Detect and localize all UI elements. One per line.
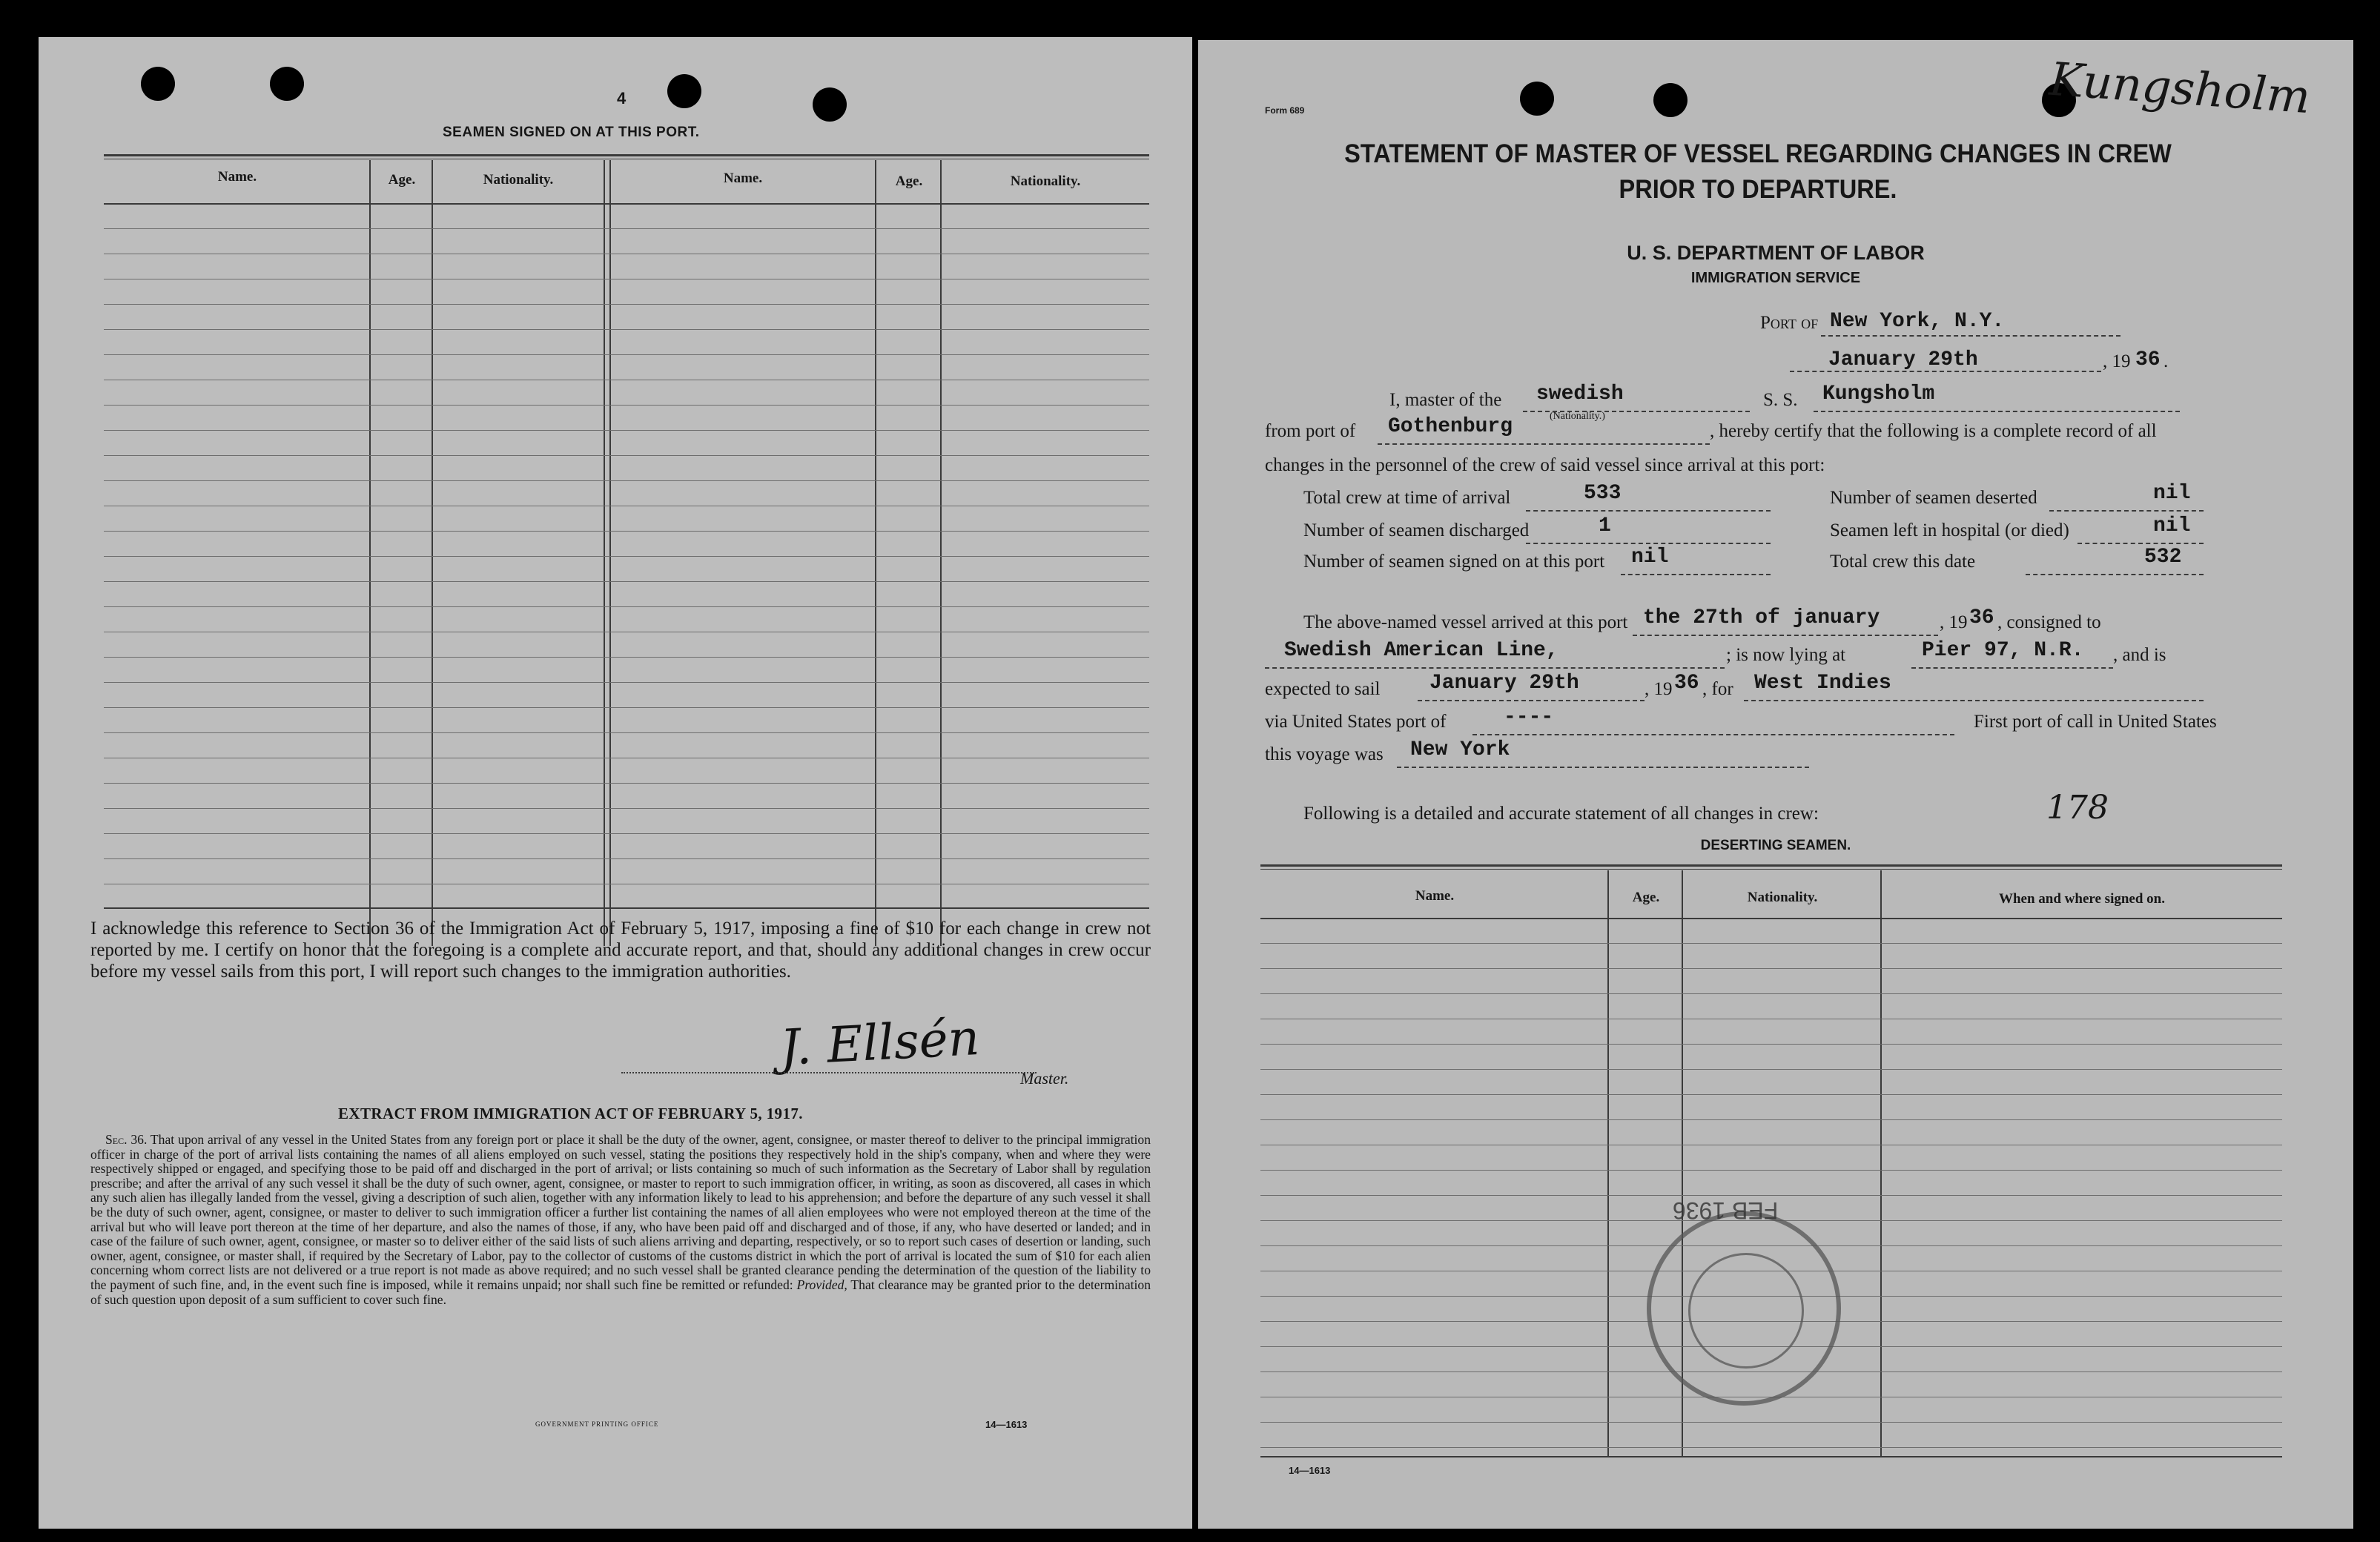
table-row	[104, 329, 1149, 330]
table-row	[1260, 1119, 2282, 1120]
table-row	[104, 354, 1149, 355]
table-row	[104, 430, 1149, 431]
following-text: Following is a detailed and accurate statement of all changes in crew:	[1303, 804, 1819, 824]
column-divider	[1880, 870, 1882, 1456]
stamp-date: FEB 1936	[1673, 1197, 1779, 1224]
total-crew-arrival-value: 533	[1584, 482, 1622, 505]
hospital-label: Seamen left in hospital (or died)	[1830, 520, 2069, 540]
table-bottom-rule	[104, 907, 1149, 909]
service-name: IMMIGRATION SERVICE	[1690, 270, 1861, 286]
total-crew-today-line	[2026, 574, 2204, 575]
column-header-age: Age.	[1632, 890, 1660, 905]
punch-hole	[1653, 83, 1688, 117]
arrived-date-value: the 27th of january	[1643, 606, 1880, 629]
table-row	[104, 682, 1149, 683]
table-row	[1260, 993, 2282, 994]
table-top-rule	[1260, 869, 2282, 870]
total-crew-arrival-line	[1526, 510, 1771, 512]
ship-line	[1814, 411, 2180, 412]
destination-line	[1744, 700, 2204, 701]
voyage-text: this voyage was	[1265, 744, 1384, 764]
table-row	[1260, 1195, 2282, 1196]
department-name: U. S. DEPARTMENT OF LABOR	[1627, 242, 1925, 264]
port-value: New York, N.Y.	[1830, 310, 2005, 333]
form-code: 14—1613	[985, 1419, 1028, 1430]
consignee-line	[1265, 667, 1725, 669]
table-top-rule	[104, 154, 1149, 156]
table-row	[1260, 1170, 2282, 1171]
page-number: 4	[617, 89, 627, 107]
signed-on-label: Number of seamen signed on at this port	[1303, 552, 1605, 572]
sail-year: 36	[1674, 672, 1699, 695]
certify-text: , hereby certify that the following is a complete record of all	[1710, 421, 2157, 441]
signed-on-value: nil	[1631, 546, 1669, 569]
arrived-text: The above-named vessel arrived at this port	[1303, 612, 1628, 632]
from-port-label: from port of	[1265, 421, 1356, 441]
first-port-line	[1397, 767, 1809, 768]
extract-tail: That clearance may be granted prior to the determination of such question upon deposit of a sum sufficient to cover such fine.	[90, 1277, 1151, 1307]
destination-value: West Indies	[1754, 672, 1891, 695]
deserted-label: Number of seamen deserted	[1830, 488, 2037, 508]
master-of-label: I, master of the	[1389, 390, 1502, 410]
changes-text: changes in the personnel of the crew of said vessel since arrival at this port:	[1265, 455, 1825, 475]
ss-label: S. S.	[1763, 390, 1798, 410]
table-top-rule	[1260, 864, 2282, 867]
deserted-line	[2049, 510, 2204, 512]
discharged-label: Number of seamen discharged	[1303, 520, 1530, 540]
section-title: SEAMEN SIGNED ON AT THIS PORT.	[443, 125, 700, 140]
form-title-line2: PRIOR TO DEPARTURE.	[1619, 175, 1897, 204]
from-port-value: Gothenburg	[1388, 415, 1513, 438]
deserting-title: DESERTING SEAMEN.	[1700, 838, 1851, 853]
signature-line	[621, 1072, 1037, 1073]
column-divider	[369, 160, 371, 946]
column-divider	[1607, 870, 1609, 1456]
handwritten-number: 178	[2046, 789, 2109, 827]
punch-hole	[813, 87, 847, 122]
table-row	[104, 606, 1149, 607]
sail-year-prefix: , 19	[1644, 679, 1673, 699]
table-row	[104, 455, 1149, 456]
hospital-value: nil	[2153, 514, 2191, 537]
form-title-line1: STATEMENT OF MASTER OF VESSEL REGARDING CHANGES IN CREW	[1344, 139, 2172, 168]
handwritten-ship-name: Kungsholm	[2047, 51, 2313, 125]
punch-hole	[667, 74, 701, 108]
table-row	[104, 858, 1149, 859]
total-crew-today-value: 532	[2144, 546, 2182, 569]
column-divider	[432, 160, 433, 946]
column-header-name: Name.	[217, 169, 257, 185]
for-text: , for	[1702, 679, 1733, 699]
first-port-value: New York	[1410, 738, 1510, 761]
table-bottom-rule	[1260, 1456, 2282, 1457]
table-header-rule	[1260, 918, 2282, 919]
column-header-signed-on: When and where signed on.	[1998, 891, 2165, 907]
column-header-age: Age.	[895, 173, 923, 189]
form-title	[1327, 136, 2189, 208]
table-header-rule	[104, 203, 1149, 205]
discharged-line	[1526, 543, 1771, 544]
extract-body: That upon arrival of any vessel in the United States from any foreign port or place it shall be the duty of the owner, agent, consignee, or master thereof to deliver to the principal immigration officer in charge of the port of arrival lists containing the names of all aliens employed on such vessel, stating the positions they respectively hold in the ship's company, when and where they were respectively shipped or engaged, and specifying those to be paid off and discharged in the port of arrival; or lists containing so much of such information as the Secretary of Labor shall by regulation prescribe; and after the arrival of any such vessel it shall be the duty of such owner, agent, consignee, or master to report to such immigration officer, in writing, as soon as discovered, all cases in which any such alien has illegally landed from the vessel, giving a description of such alien, together with any information likely to lead to his apprehension; and before the departure of any such vessel it shall be the duty of such owner, agent, consignee, or master to deliver to such immigration officer a further list containing the names of all alien employees who were not employed thereon at the time of the arrival but who will leave port thereon at the time of her departure, and also the names of those, if any, who have been paid off and discharged and of those, if any, who have deserted or landed; and in case of the failure of such owner, agent, consignee, or master so to deliver either of the said lists of such aliens arriving and departing, respectively, or so to report such cases of desertion or landing, such owner, agent, consignee, or master shall, if required by the Secretary of Labor, pay to the collector of customs of the customs district in which the port of arrival is located the sum of $10 for each alien concerning whom correct lists are not delivered or a true report is not made as above required; and no such vessel shall be granted clearance pending the determination of the question of the liability to the payment of such fine, and, in the event such fine is imposed, while it remains unpaid; nor shall such fine be remitted or refunded:	[90, 1132, 1151, 1292]
table-row	[104, 808, 1149, 809]
arrived-year-prefix: , 19	[1940, 612, 1968, 632]
table-row	[104, 581, 1149, 582]
via-value: ----	[1504, 706, 1554, 729]
table-row	[104, 405, 1149, 406]
ship-name: Kungsholm	[1822, 383, 1935, 406]
column-header-name: Name.	[1415, 888, 1455, 904]
and-is-text: , and is	[2113, 645, 2166, 665]
discharged-value: 1	[1599, 514, 1611, 537]
date-period: .	[2164, 351, 2169, 371]
column-divider	[604, 160, 605, 946]
stamp-inner-ring	[1688, 1253, 1804, 1369]
column-header-age: Age.	[388, 172, 416, 188]
date-year: 36	[2135, 348, 2161, 371]
table-row	[1260, 1069, 2282, 1070]
nationality-value: swedish	[1536, 383, 1624, 406]
signed-on-line	[1621, 574, 1771, 575]
table-row	[104, 657, 1149, 658]
acknowledgement-text: I acknowledge this reference to Section 36 of the Immigration Act of February 5, 1917, imposing a fine of $10 for each change in crew not reported by me. I certify on honor that the foregoing is a complete and accurate report, and that, should any additional changes in crew occur before my vessel sails from this port, I will report such changes to the immigration authorities.	[90, 919, 1151, 982]
punch-hole	[141, 67, 175, 101]
column-header-nationality: Nationality.	[1747, 890, 1818, 905]
master-signature: J. Ellsén	[779, 1009, 981, 1076]
punch-hole	[1520, 82, 1554, 116]
column-header-nationality: Nationality.	[1010, 173, 1081, 189]
table-row	[1260, 1044, 2282, 1045]
table-row	[104, 556, 1149, 557]
deserted-value: nil	[2153, 482, 2191, 505]
table-row	[104, 833, 1149, 834]
first-port-text: First port of call in United States	[1974, 712, 2217, 732]
pier-line	[1911, 667, 2113, 669]
table-row	[1260, 968, 2282, 969]
table-row	[1260, 1447, 2282, 1448]
consigned-text: , consigned to	[1997, 612, 2101, 632]
extract-text	[90, 1133, 1151, 1307]
form-code: 14—1613	[1289, 1465, 1331, 1476]
form-number: Form 689	[1265, 105, 1305, 116]
hospital-line	[2077, 543, 2204, 544]
date-value: January 29th	[1828, 348, 1978, 371]
via-line	[1472, 734, 1954, 735]
arrived-year: 36	[1969, 606, 1994, 629]
table-row	[104, 228, 1149, 229]
pier-value: Pier 97, N.R.	[1922, 639, 2084, 662]
from-port-line	[1378, 443, 1710, 445]
table-row	[1260, 943, 2282, 944]
lying-text: ; is now lying at	[1726, 645, 1846, 665]
immigration-stamp	[1647, 1211, 1841, 1406]
punch-hole	[270, 67, 304, 101]
right-page	[1198, 40, 2353, 1529]
date-year-prefix: , 19	[2103, 351, 2131, 371]
table-row	[104, 480, 1149, 481]
via-text: via United States port of	[1265, 712, 1447, 732]
table-row	[104, 304, 1149, 305]
port-label: Port of	[1760, 313, 1819, 333]
port-line	[1821, 335, 2120, 337]
column-divider	[875, 160, 876, 946]
column-divider	[609, 160, 611, 946]
column-divider	[940, 160, 942, 946]
arrived-date-line	[1633, 635, 1938, 636]
table-row	[104, 531, 1149, 532]
left-page	[39, 37, 1192, 1529]
consignee-value: Swedish American Line,	[1284, 639, 1558, 662]
extract-provided: Provided,	[796, 1277, 847, 1292]
sail-date-line	[1418, 700, 1644, 701]
nationality-caption: (Nationality.)	[1550, 411, 1605, 422]
table-row	[1260, 1422, 2282, 1423]
sail-date-value: January 29th	[1429, 672, 1579, 695]
master-label: Master.	[1020, 1069, 1069, 1088]
table-row	[1260, 1094, 2282, 1095]
table-row	[104, 732, 1149, 733]
table-row	[104, 707, 1149, 708]
printer-mark: GOVERNMENT PRINTING OFFICE	[535, 1420, 659, 1428]
table-row	[104, 783, 1149, 784]
expected-text: expected to sail	[1265, 679, 1381, 699]
column-header-name: Name.	[723, 171, 763, 186]
extract-section-lead: Sec. 36.	[105, 1132, 148, 1147]
column-header-nationality: Nationality.	[483, 172, 554, 188]
total-crew-arrival-label: Total crew at time of arrival	[1303, 488, 1511, 508]
total-crew-today-label: Total crew this date	[1830, 552, 1976, 572]
extract-title: EXTRACT FROM IMMIGRATION ACT OF FEBRUARY 5, 1917.	[338, 1105, 803, 1122]
